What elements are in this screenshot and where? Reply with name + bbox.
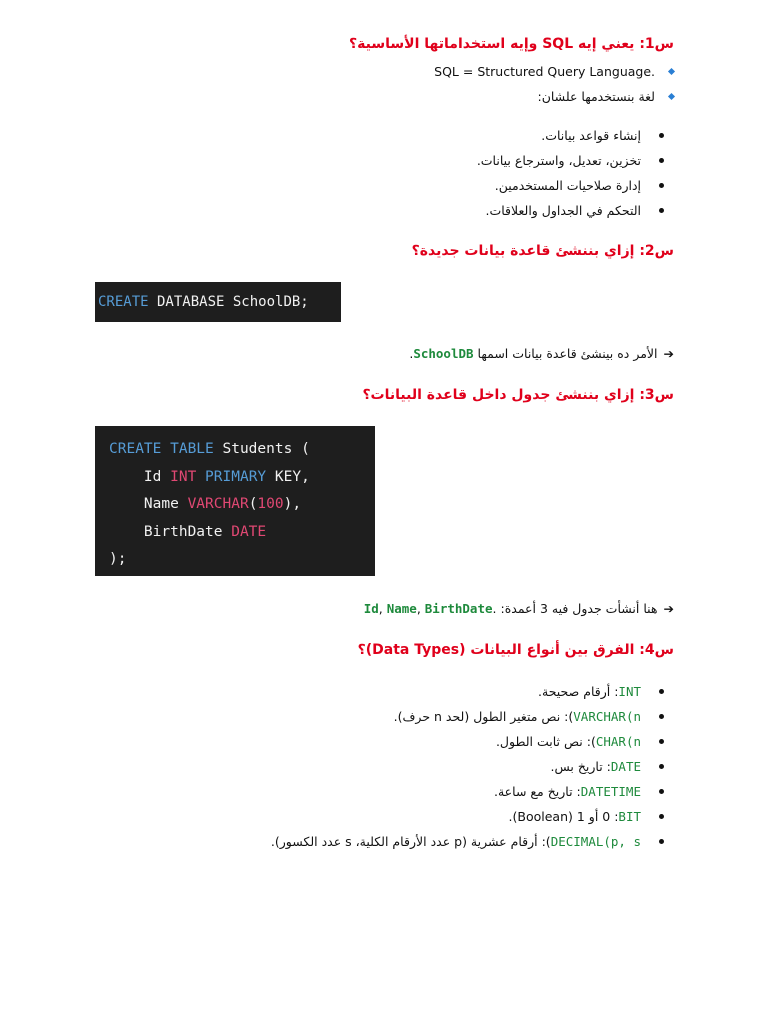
list-item — [496, 734, 664, 749]
inline-code: DECIMAL(p, s — [550, 834, 641, 849]
code-keyword: CREATE TABLE — [109, 441, 214, 457]
list-item-text: لغة بنستخدمها علشان: — [537, 89, 655, 104]
list-item-text: : تاريخ بس. — [550, 759, 611, 774]
code-number: 100 — [257, 496, 284, 512]
list-item-text: : تاريخ مع ساعة. — [494, 784, 581, 799]
list-item-text: ): نص ثابت الطول. — [495, 734, 596, 749]
inline-code: INT — [618, 684, 641, 699]
code-text: Students ( — [213, 441, 310, 457]
note-columns — [364, 601, 497, 616]
code-text: KEY, — [266, 468, 310, 485]
list-item — [394, 709, 664, 724]
bullet-icon — [659, 839, 664, 844]
list-item — [434, 64, 674, 79]
inline-code: VARCHAR(n — [573, 709, 641, 724]
note-text: الأمر ده بينشئ قاعدة بيانات اسمها — [477, 346, 658, 361]
list-item-text: : 0 أو 1 (Boolean). — [508, 809, 619, 824]
list-item — [541, 128, 664, 143]
list-item-text: تخزين، تعديل، واسترجاع بيانات. — [476, 153, 641, 168]
separator: , — [378, 601, 387, 616]
note-end: . — [492, 601, 497, 616]
list-item-text: : أرقام صحيحة. — [538, 684, 619, 699]
code-text: Id — [109, 468, 171, 485]
question-4-title: س4: الفرق بين أنواع البيانات (Data Types)؟ — [357, 642, 674, 658]
list-item — [550, 759, 664, 774]
note — [364, 601, 674, 616]
code-keyword: PRIMARY — [196, 468, 267, 485]
list-item-text: SQL = Structured Query Language. — [434, 64, 655, 79]
list-item — [538, 684, 664, 699]
list-item-text: إنشاء قواعد بيانات. — [541, 128, 641, 143]
inline-code: BirthDate — [424, 601, 493, 616]
bullet-icon — [659, 183, 664, 188]
inline-code: Id — [363, 601, 379, 616]
bullet-icon — [659, 133, 664, 138]
list-item — [271, 834, 664, 849]
bullet-icon — [659, 158, 664, 163]
list-item-text: إدارة صلاحيات المستخدمين. — [494, 178, 641, 193]
inline-code: BIT — [618, 809, 641, 824]
note-end: . — [409, 346, 414, 361]
question-1-title: س1: يعني إيه SQL وإيه استخداماتها الأساسية؟ — [349, 36, 674, 52]
arrow-icon: ➔ — [663, 346, 674, 361]
diamond-bullet-icon — [668, 68, 675, 75]
bullet-icon — [659, 208, 664, 213]
bullet-icon — [659, 714, 664, 719]
bullet-icon — [659, 764, 664, 769]
bullet-icon — [659, 739, 664, 744]
question-3-title: س3: إزاي بننشئ جدول داخل قاعدة البيانات؟ — [362, 387, 674, 403]
code-text: ); — [109, 551, 127, 567]
list-item — [509, 809, 664, 824]
note — [409, 346, 674, 361]
code-text: DATABASE SchoolDB; — [148, 294, 309, 310]
inline-code: Name — [386, 601, 417, 616]
separator: , — [416, 601, 425, 616]
code-type: DATE — [231, 523, 267, 540]
bullet-icon — [659, 689, 664, 694]
list-item — [537, 89, 674, 104]
list-item — [486, 203, 665, 218]
code-type: VARCHAR — [187, 496, 249, 512]
inline-code: CHAR(n — [595, 734, 641, 749]
code-type: INT — [170, 468, 197, 485]
note-text: هنا أنشأت جدول فيه 3 أعمدة: — [500, 601, 658, 616]
code-text: ( — [248, 496, 258, 512]
inline-code: DATE — [610, 759, 641, 774]
bullet-icon — [659, 789, 664, 794]
inline-code: DATETIME — [580, 784, 641, 799]
question-2-title: س2: إزاي بننشئ قاعدة بيانات جديدة؟ — [411, 243, 674, 259]
list-item — [494, 784, 664, 799]
inline-code: SchoolDB — [413, 346, 474, 361]
list-item-text: التحكم في الجداول والعلاقات. — [485, 203, 641, 218]
code-text: Name — [109, 496, 188, 512]
list-item — [495, 178, 664, 193]
arrow-icon: ➔ — [663, 601, 674, 616]
code-text: BirthDate — [109, 523, 232, 540]
diamond-bullet-icon — [668, 93, 675, 100]
code-block — [95, 426, 375, 576]
list-item — [477, 153, 664, 168]
code-block — [95, 282, 341, 322]
list-item-text: ): نص متغير الطول (لحد n حرف). — [393, 709, 574, 724]
bullet-icon — [659, 814, 664, 819]
code-keyword: CREATE — [98, 294, 149, 310]
code-text: ), — [283, 496, 302, 512]
list-item-text: ): أرقام عشرية (p عدد الأرقام الكلية، s عدد الكسور). — [270, 834, 551, 849]
